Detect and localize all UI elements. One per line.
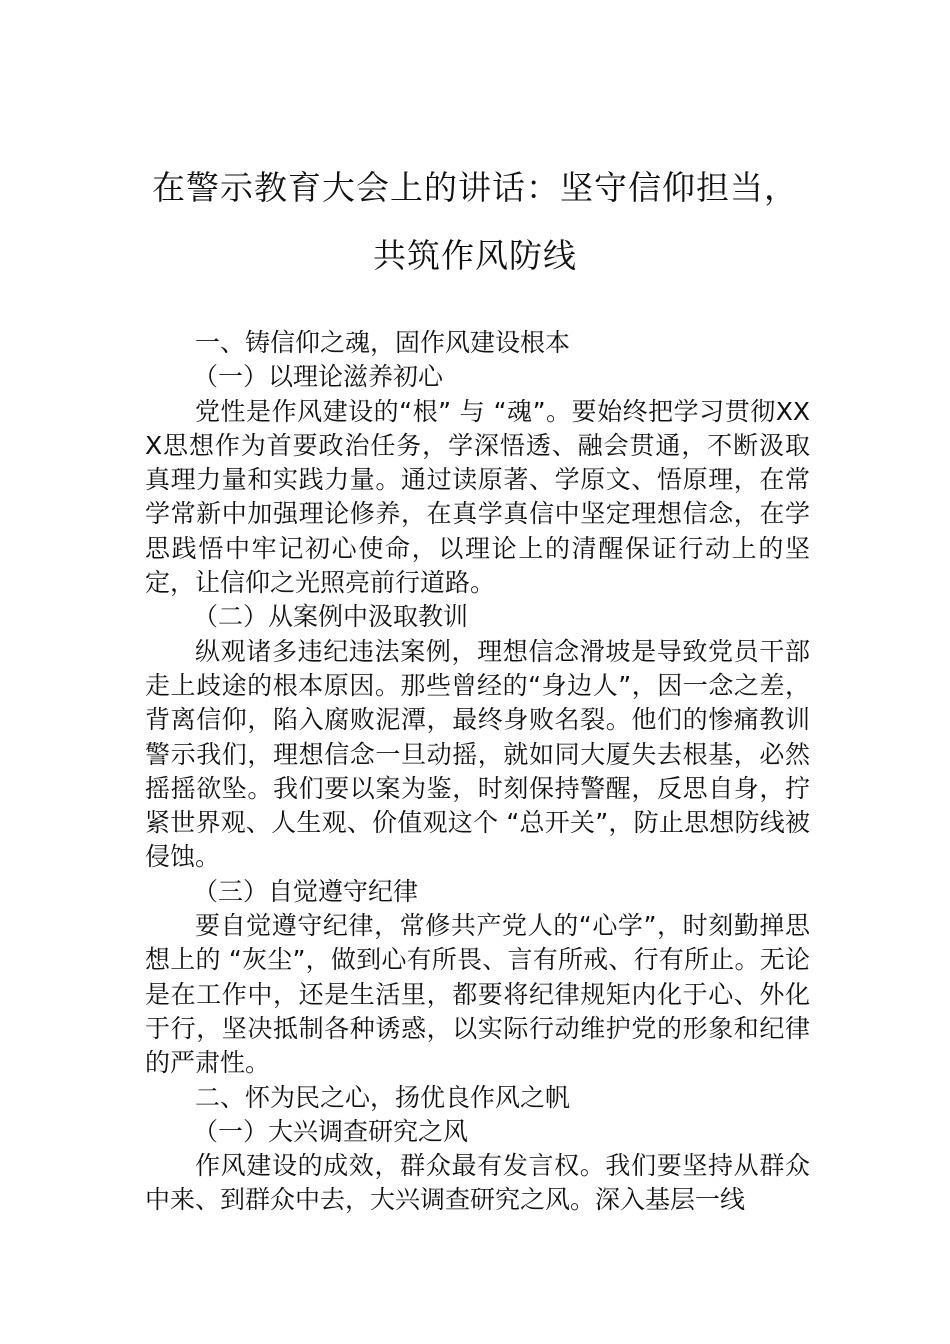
- subsection-heading-1-3: （三）自觉遵守纪律: [193, 876, 419, 906]
- document-title-line-2: 共筑作风防线: [373, 236, 577, 275]
- subsection-heading-1-1: （一）以理论滋养初心: [193, 362, 444, 392]
- paragraph-1-2: 纵观诸多违纪违法案例，理想信念滑坡是导致党员干部走上歧途的根本原因。那些曾经的“身边人”，因一念之差，背离信仰，陷入腐败泥潭，最终身败名裂。他们的惨痛教训警示我们，理想信念一旦动摇，就如同大厦失去根基，必然摇摇欲坠。我们要以案为鉴，时刻保持警醒，反思自身，拧紧世界观、人生观、价值观这个 “总开关”，防止思想防线被侵蚀。: [145, 636, 810, 872]
- document-title-line-1: 在警示教育大会上的讲话：坚守信仰担当，: [152, 168, 798, 207]
- document-body: [145, 326, 810, 1218]
- paragraph-1-3: 要自觉遵守纪律，常修共产党人的“心学”，时刻勤掸思想上的 “灰尘”，做到心有所畏、言有所戒、行有所止。无论是在工作中，还是生活里，都要将纪律规矩内化于心、外化于行，坚决抵制各种诱惑，以实际行动维护党的形象和纪律的严肃性。: [145, 911, 810, 1078]
- paragraph-1-1: 党性是作风建设的“根” 与 “魂”。要始终把学习贯彻XXX思想作为首要政治任务，学深悟透、融会贯通，不断汲取真理力量和实践力量。通过读原著、学原文、悟原理，在常学常新中加强理论修养，在真学真信中坚定理想信念，在学思践悟中牢记初心使命，以理论上的清醒保证行动上的坚定，让信仰之光照亮前行道路。: [145, 396, 810, 598]
- subsection-heading-1-2: （二）从案例中汲取教训: [193, 602, 469, 632]
- section-heading-2: 二、怀为民之心，扬优良作风之帆: [195, 1082, 571, 1112]
- paragraph-2-1: 作风建设的成效，群众最有发言权。我们要坚持从群众中来、到群众中去，大兴调查研究之风。深入基层一线: [145, 1151, 810, 1215]
- section-heading-1: 一、铸信仰之魂，固作风建设根本: [195, 328, 571, 357]
- subsection-heading-2-1: （一）大兴调查研究之风: [193, 1116, 469, 1146]
